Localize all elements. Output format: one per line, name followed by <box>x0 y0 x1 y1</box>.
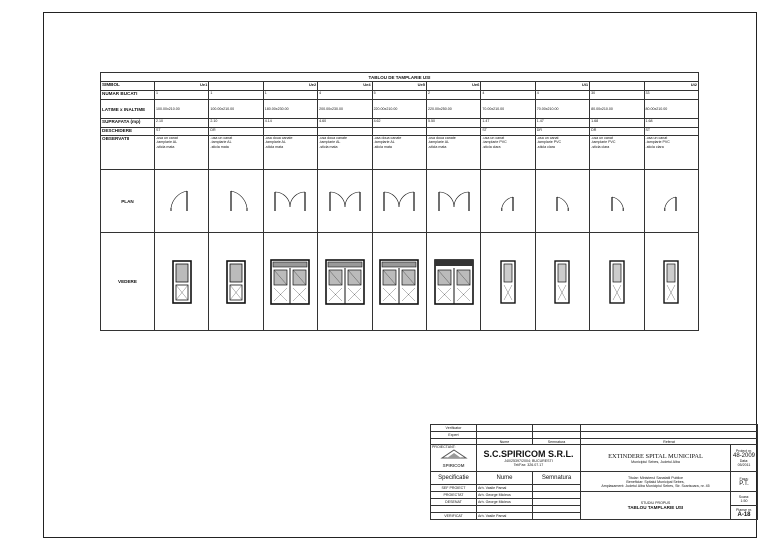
note-line: -sticla clara <box>482 144 501 149</box>
row-label-area: SUPRAFATA (mp) <box>101 119 155 128</box>
view-cell <box>372 233 426 331</box>
note-line: -tamplarie PVC <box>591 140 616 145</box>
table-title: TABLOU DE TAMPLARIE USI <box>101 73 699 82</box>
opening-cell: ST <box>644 128 698 136</box>
row-label-size: LATIME x INALTIME <box>101 100 155 119</box>
role-3: DESENAT <box>431 499 477 506</box>
size-cell: 80.00x210.00 <box>590 100 644 119</box>
note-line: -sticla mata <box>210 144 229 149</box>
project-no: 48-2009 <box>732 453 756 459</box>
size-cell: 80.00x210.00 <box>644 100 698 119</box>
single-door-elevation-icon <box>500 260 516 304</box>
project-title: EXTINDERE SPITAL MUNICIPAL <box>608 452 703 460</box>
plan-cell <box>426 170 480 233</box>
logo-text: SPIRICOM <box>442 463 465 468</box>
note-line: -tamplarie AL <box>264 140 286 145</box>
view-cell <box>263 233 317 331</box>
row-label-view: VEDERE <box>101 233 155 331</box>
note-line: -usa doua canate <box>264 136 293 140</box>
notes-cell <box>426 136 480 170</box>
count-cell: 1 <box>209 91 263 100</box>
single-door-elevation-icon <box>663 260 679 304</box>
size-cell: 200.00x230.00 <box>318 100 372 119</box>
view-cell <box>426 233 480 331</box>
symbol-cell <box>590 82 644 91</box>
plan-cell <box>372 170 426 233</box>
single-door-elevation-icon <box>172 260 192 304</box>
notes-cell <box>155 136 209 170</box>
area-cell: 1.47 <box>535 119 589 128</box>
note-line: -usa un canat <box>645 136 668 140</box>
view-cell <box>318 233 372 331</box>
phase-value: P.T. <box>739 480 749 487</box>
count-cell: 1 <box>263 91 317 100</box>
area-cell: 4.62 <box>372 119 426 128</box>
double-door-elevation-icon <box>379 259 419 305</box>
sheet-number: A-18 <box>737 511 751 518</box>
count-cell: 4 <box>481 91 535 100</box>
single-door-plan-icon <box>224 189 248 213</box>
double-door-plan-icon <box>272 189 308 213</box>
drawing-title: TABLOU TAMPLARIE USI <box>627 505 684 510</box>
opening-cell: DR <box>209 128 263 136</box>
role-4-name <box>477 506 533 513</box>
role-2-name: Arh. George Micleus <box>477 492 533 499</box>
note-line: -sticla mata <box>373 144 392 149</box>
double-door-plan-icon <box>327 189 363 213</box>
role-2: PROIECTAT <box>431 492 477 499</box>
area-cell: 2.10 <box>209 119 263 128</box>
single-door-elevation-icon <box>609 260 625 304</box>
count-cell: 1 <box>155 91 209 100</box>
plan-cell <box>590 170 644 233</box>
double-door-plan-icon <box>381 189 417 213</box>
area-cell: 1.47 <box>481 119 535 128</box>
area-cell: 1.68 <box>590 119 644 128</box>
double-door-elevation-icon <box>270 259 310 305</box>
symbol-cell: Ui1 <box>535 82 589 91</box>
notes-cell <box>590 136 644 170</box>
row-label-notes: OBSERVATII <box>101 136 155 170</box>
plan-cell <box>209 170 263 233</box>
note-line: -tamplarie AL <box>210 140 232 145</box>
count-cell: 4 <box>318 91 372 100</box>
note-line: -usa un canat <box>210 136 233 140</box>
note-line: -tamplarie PVC <box>482 140 507 145</box>
opening-cell: ST <box>155 128 209 136</box>
row-label-count: NUMAR BUCATI <box>101 91 155 100</box>
area-cell: 4.60 <box>318 119 372 128</box>
symbol-cell: Ue2 <box>263 82 317 91</box>
note-line: -usa doua canate <box>319 136 347 140</box>
role-3-name: Arh. George Micleus <box>477 499 533 506</box>
company-address: J40/25397/2004; BUCURESTI <box>504 459 553 463</box>
notes-cell <box>372 136 426 170</box>
note-line: -tamplarie AL <box>156 140 178 145</box>
note-line: -sticla clara <box>536 144 555 149</box>
note-line: -sticla mata <box>264 144 284 149</box>
plan-cell <box>644 170 698 233</box>
symbol-cell <box>209 82 263 91</box>
opening-cell: DR <box>535 128 589 136</box>
date-label: Data: <box>739 459 749 463</box>
role-5-name: Arh. Vasile Pamal <box>477 513 533 520</box>
designer-label: PROIECTANT: <box>432 445 456 449</box>
area-cell: 1.68 <box>644 119 698 128</box>
area-cell: 2.10 <box>155 119 209 128</box>
project-location: Municipiul Sebes, Judetul Alba <box>631 459 680 464</box>
opening-cell: ST <box>481 128 535 136</box>
symbol-cell: Ue5 <box>372 82 426 91</box>
size-cell: 70.00x210.00 <box>535 100 589 119</box>
spec-label: Specificatie <box>431 472 477 485</box>
note-line: -usa un canat <box>156 136 178 140</box>
size-cell: 70.00x210.00 <box>481 100 535 119</box>
phase-title: STUDIU PROPUS <box>640 501 671 505</box>
notes-cell <box>318 136 372 170</box>
note-line: -usa un canat <box>536 136 559 140</box>
plan-cell <box>318 170 372 233</box>
note-line: -sticla mata <box>156 144 175 149</box>
view-cell <box>481 233 535 331</box>
single-door-plan-icon <box>605 189 629 213</box>
notes-cell <box>644 136 698 170</box>
view-cell <box>590 233 644 331</box>
note-line: -sticla mata <box>319 144 338 149</box>
sheet-label: Planse nr. <box>736 507 752 512</box>
company-name: S.C.SPIRICOM S.R.L. <box>483 449 574 459</box>
count-cell: 30 <box>590 91 644 100</box>
note-line: -sticla clara <box>645 144 664 149</box>
note-line: -tamplarie AL <box>319 140 341 145</box>
notes-cell <box>481 136 535 170</box>
single-door-elevation-icon <box>554 260 570 304</box>
expert-label: Expert <box>431 432 477 439</box>
note-line: -tamplarie PVC <box>645 140 670 145</box>
size-cell: 100.00x210.00 <box>209 100 263 119</box>
note-line: -tamplarie AL <box>427 140 450 145</box>
view-cell <box>644 233 698 331</box>
opening-cell <box>318 128 372 136</box>
note-line: -usa un canat <box>591 136 613 140</box>
note-line: -usa doua canate <box>427 136 456 140</box>
plan-cell <box>155 170 209 233</box>
opening-cell <box>263 128 317 136</box>
symbol-cell: Ue1 <box>155 82 209 91</box>
row-label-symbol: SIMBOL <box>101 82 155 91</box>
view-cell <box>535 233 589 331</box>
signature-header: Semnatura <box>533 439 581 445</box>
name-header: Nume <box>477 439 533 445</box>
single-door-plan-icon <box>496 189 520 213</box>
notes-cell <box>263 136 317 170</box>
count-cell: 4 <box>535 91 589 100</box>
symbol-cell: Ue6 <box>426 82 480 91</box>
count-cell: 2 <box>426 91 480 100</box>
note-line: -sticla clara <box>591 144 610 149</box>
plan-cell <box>535 170 589 233</box>
single-door-plan-icon <box>550 189 574 213</box>
scale-value: 1:50 <box>740 498 748 503</box>
double-door-plan-icon <box>436 189 472 213</box>
area-cell: 4.14 <box>263 119 317 128</box>
scale-label: Scara: <box>738 494 750 499</box>
view-cell <box>155 233 209 331</box>
count-cell: 5 <box>372 91 426 100</box>
notes-cell <box>535 136 589 170</box>
role-4 <box>431 506 477 513</box>
date-value: 05/2011 <box>737 463 751 467</box>
company-phone: Tel/Fax: 326.07.17 <box>513 463 544 467</box>
note-line: -usa un canat <box>482 136 505 140</box>
opening-cell <box>372 128 426 136</box>
single-door-elevation-icon <box>226 260 246 304</box>
row-label-plan: PLAN <box>101 170 155 233</box>
symbol-cell <box>481 82 535 91</box>
verificator-label: Verificator <box>431 425 477 432</box>
size-cell: 100.00x210.00 <box>155 100 209 119</box>
signature-header-2: Semnatura <box>533 472 581 485</box>
spiricom-logo-icon <box>439 449 469 463</box>
title-block <box>430 424 757 538</box>
plan-cell <box>263 170 317 233</box>
opening-cell: DR <box>590 128 644 136</box>
opening-cell <box>426 128 480 136</box>
phase-label: Faza: <box>739 476 749 481</box>
single-door-plan-icon <box>659 189 683 213</box>
row-label-opening: DESCHIDERE <box>101 128 155 136</box>
role-1: SEF PROIECT <box>431 485 477 492</box>
symbol-cell: Ue4 <box>318 82 372 91</box>
note-line: -sticla mata <box>427 144 447 149</box>
double-door-elevation-icon <box>434 259 474 305</box>
size-cell: 180.00x230.00 <box>263 100 317 119</box>
owner-line-2: Beneficiar: Spitalul Municipal Sebes, <box>626 479 685 484</box>
role-1-name: Arh. Vasile Pamal <box>477 485 533 492</box>
note-line: -usa doua canate <box>373 136 402 140</box>
double-door-elevation-icon <box>325 259 365 305</box>
owner-line-3: Amplasament: Judetul Alba Municipiul Sebes, Str. Scarisoara, nr. 45 <box>601 483 710 488</box>
project-no-label: Proiect nr. <box>735 449 753 453</box>
plan-cell <box>481 170 535 233</box>
owner-line-1: Titular: Ministerul Sanatatii Publice <box>628 475 683 480</box>
role-5: VERIFICAT <box>431 513 477 520</box>
note-line: -tamplarie AL <box>373 140 395 145</box>
name-header-2: Nume <box>477 472 533 485</box>
view-cell <box>209 233 263 331</box>
single-door-plan-icon <box>170 189 194 213</box>
notes-cell <box>209 136 263 170</box>
symbol-cell: Ui2 <box>644 82 698 91</box>
note-line: -tamplarie PVC <box>536 140 562 145</box>
joinery-table <box>100 72 699 331</box>
size-cell: 220.00x250.00 <box>426 100 480 119</box>
referat-header: Referat <box>581 439 758 445</box>
area-cell: 5.50 <box>426 119 480 128</box>
count-cell: 33 <box>644 91 698 100</box>
size-cell: 220.00x210.00 <box>372 100 426 119</box>
